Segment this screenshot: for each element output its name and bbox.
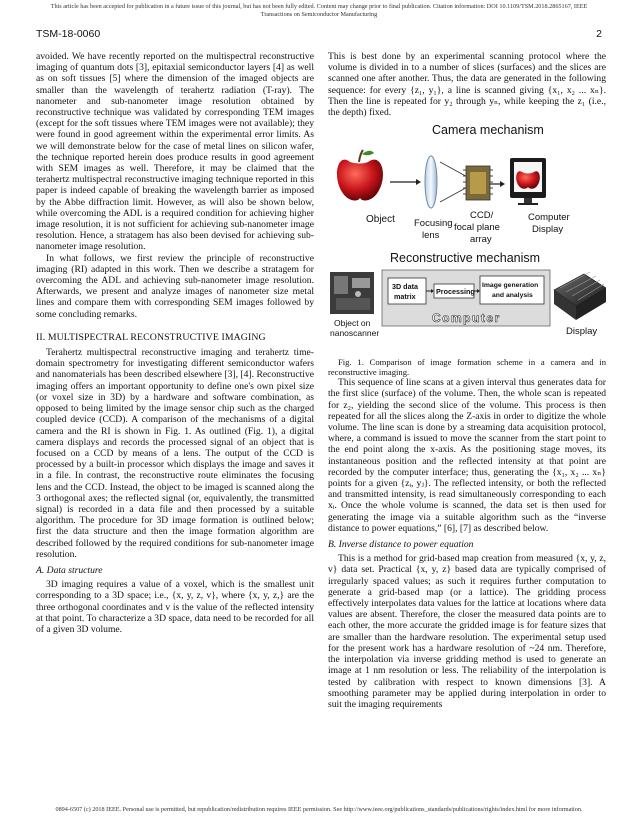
ccd-label-1: CCD/ — [470, 210, 494, 222]
figure-caption: Fig. 1. Comparison of image formation scheme in a camera and in reconstructive imaging. — [328, 357, 606, 378]
paragraph: This is best done by an experimental scanning protocol where the volume is divided in to a number of slices (surfaces) and the slices are scanned one after another. Thus, the data are generated in the following sequence: for every {z₁, y₁}, a line is scanned giving {x₁, x₂ ... xₙ}. Then the line is repeated for y₂ through yₙ, while keeping the z₁ (i.e., the depth) fixed. — [328, 51, 606, 119]
banner-line-1: This article has been accepted for publication in a future issue of this journal, but has not been fully edited. Content may change prior to final publication. Citation information: DOI 10.1109/TSM.2018.2865167, IEEE — [50, 3, 588, 10]
figure-1 — [328, 122, 606, 355]
left-column — [36, 51, 314, 635]
right-column — [328, 51, 606, 710]
nanoscanner-label-1: Object on — [334, 318, 371, 329]
computer-word-label: Computer — [432, 311, 501, 326]
subsection-heading: B. Inverse distance to power equation — [328, 539, 474, 551]
3d-surface-display-icon — [554, 272, 606, 320]
ccd-label-2: focal plane — [454, 222, 500, 234]
paragraph: In what follows, we first review the principle of reconstructive imaging (RI) adapted in this work. Then we describe a stratagem for overcoming the ADL and achieving sub-nanometer image resolution. Afterwards, we present and analyze images of nanometer size metal lines and compare them with corresponding SEM images followed by some concluding remarks. — [36, 252, 314, 320]
page-number: 2 — [596, 28, 602, 40]
copyright-footer: 0894-6507 (c) 2018 IEEE. Personal use is permitted, but republication/redistribution requires IEEE permission. See http://www.ieee.org/publications_standards/publications/rights/index.html for more information. — [55, 806, 583, 813]
banner-line-2: Transactions on Semiconductor Manufacturing — [260, 11, 378, 18]
paragraph: This is a method for grid-based map creation from measured {x, y, z, v} data set. Practical {x, y, z} based data are typically comprised of irregularly spaced values; as such it requires further computation to generate a grid-based map (or a lattice). The gridding process effectively interpolates data values for the lattice at locations where data values are absent. Therefore, the closer the measured data points are to each other, the more accurate the gridded image is for feature sizes that are smaller than the hardware resolution. The experimental setup used for the present work has a hardware resolution of ~24 nm. Therefore, the interpolation via inverse gridding method is used to generate an image at 1 nm resolution or less. The reliability of the interpolation is tested by calibration with respect to known dimensions [3]. A smoothing parameter may be applied during interpolation in order to suit the imaging requirements — [328, 553, 606, 710]
computer-label-1: Computer — [528, 212, 570, 224]
paragraph: avoided. We have recently reported on the multispectral reconstructive imaging of quantum dots [3], epitaxial semiconductor layers [4] as well as on soft tissues [5] where the dimension of the imaged objects are smaller than the wavelength of terahertz radiation (T-ray). The nanometer and sub-nanometer image resolution obtained by reconstructive technique was validated by corresponding TEM images (except for the soft tissues where TEM images were not available); they were found in good agreement within the experimental error limits. As we will demonstrate below for the case of metal lines on silicon wafer, the technique reported herein does produce results in good agreement with SEM images as well. Therefore, it may be claimed that the terahertz multispectral reconstructive imaging technique reported in this paper is indeed capable of breaking the wavelength barrier as imposed by the Abbe diffraction limit. However, as will also be shown below, while overcoming the ADL is a required condition for achieving higher image resolution, it is not sufficient for achieving sub-nanometer image resolution. Hence, a stratagem has also been devised for achieving sub-nanometer image resolution. — [36, 51, 314, 253]
lens-label-1: Focusing — [414, 218, 453, 230]
paper-id: TSM-18-0060 — [36, 28, 101, 40]
figure-1-graphic — [328, 122, 606, 355]
paragraph: This sequence of line scans at a given interval thus generates data for the first slice (surface) of the volume. Then, the whole scan is repeated for z₂, yielding the second slice of the volume. This process is then repeated for all the slices along the Z-axis in order to digitize the whole volume. The line scan is done by a streaming data acquisition protocol, where, a command is issued to move the scanner from the start point to the end point along the x-axis. As the positioning stage moves, its instantaneous position and the reflected intensity at that point are recorded by the computer interface; thus, generating the {x₁, x₂ ... xₙ} points for a given {zᵢ, yⱼ}. The reflected intensity, or both the reflected and transmitted intensity, is read simultaneously corresponding to each xᵢ. Once the whole volume is scanned, the data set is then used for generating the image via a suitable algorithm such as the “inverse distance to power equations,” [6], [7] as described below. — [328, 377, 606, 534]
nanoscanner-icon — [330, 272, 374, 314]
section-heading: II. MULTISPECTRAL RECONSTRUCTIVE IMAGING — [36, 331, 266, 343]
box-image-label-1: Image generation — [482, 282, 539, 290]
box-data-label-1: 3D data — [392, 282, 418, 292]
running-header — [36, 28, 602, 42]
lens-label-2: lens — [422, 230, 440, 242]
display-label: Display — [566, 326, 598, 338]
apple-object-icon — [337, 150, 383, 200]
box-data-label-2: matrix — [394, 292, 416, 302]
publication-banner — [30, 3, 608, 19]
subsection-heading: A. Data structure — [36, 564, 103, 576]
paragraph: Terahertz multispectral reconstructive imaging and terahertz time-domain spectrometry for investigating different semiconductor wafers and nanomaterials has been described elsewhere [3], [4]. Reconstructive imaging offers an important opportunity to define one's own pixel size (or voxel size in 3D) by a hardware and software combination, as opposed to being limited by the image sensor chip such as the charged coupled device (CCD). A comparison of the mechanisms of a digital camera and the RI is shown in Fig. 1. As outlined (Fig. 1), a digital camera displays and records the processed signal of an object that is focused on a CCD by means of a lens. The output of the CCD is processed by a built-in processor which displays the image and saves it in a file. In contrast, the reconstructive route eliminates the focusing lens and the CCD. Instead, the object to be imaged is scanned along the 3 orthogonal axes; the reflected signal (or, equivalently, the transmitted signal) is recorded in a data file and then processed by a suitable algorithm. The procedure for 3D image formation is outlined below; first the data structure and then the image formation algorithm are described followed by the required conditions for sub-nanometer image resolution. — [36, 347, 314, 560]
ccd-chip-icon — [463, 166, 493, 200]
figure-title-reconstructive: Reconstructive mechanism — [390, 251, 541, 266]
box-image-label-2: and analysis — [492, 292, 533, 300]
ccd-label-3: array — [470, 234, 492, 246]
box-processing-label: Processing — [436, 287, 475, 297]
paragraph: 3D imaging requires a value of a voxel, which is the smallest unit corresponding to a 3D space; i.e., {x, y, z, v}, where {x, y, z,} are the three orthogonal coordinates and v is the value of the reflected intensity at that point. To characterize a 3D space, data need to be recorded for all of a given 3D volume. — [36, 579, 314, 635]
computer-label-2: Display — [532, 224, 564, 236]
object-label: Object — [366, 214, 395, 226]
nanoscanner-label-2: nanoscanner — [330, 328, 380, 339]
computer-display-icon — [510, 158, 546, 205]
focusing-lens-icon — [425, 156, 437, 208]
figure-title-camera: Camera mechanism — [432, 123, 544, 138]
